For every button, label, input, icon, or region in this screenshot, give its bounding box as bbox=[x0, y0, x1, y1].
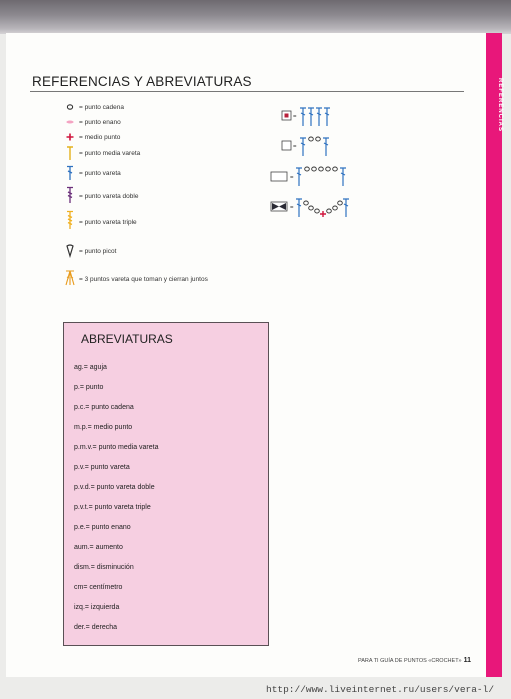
picot-icon bbox=[64, 243, 76, 259]
legend-item-chain bbox=[64, 99, 124, 115]
cluster-icon bbox=[64, 271, 76, 287]
legend-label: = punto picot bbox=[79, 247, 117, 255]
legend-item-treble bbox=[64, 188, 138, 204]
equals-label: = bbox=[293, 114, 297, 120]
diagram-empty-square bbox=[281, 134, 335, 158]
scan-top-shadow bbox=[0, 0, 511, 34]
legend-label: = punto enano bbox=[79, 118, 121, 126]
abbreviation-item: izq.= izquierda bbox=[74, 604, 120, 611]
legend-label: = medio punto bbox=[79, 133, 121, 141]
page-number: 11 bbox=[463, 657, 472, 664]
equals-label: = bbox=[290, 175, 294, 181]
treble-crochet-icon bbox=[64, 188, 76, 204]
rectangle-icon bbox=[270, 164, 362, 188]
abbreviation-item: p.m.v.= punto media vareta bbox=[74, 444, 159, 451]
single-crochet-icon bbox=[64, 129, 76, 145]
abbreviation-item: p.v.= punto vareta bbox=[74, 464, 130, 471]
abbreviation-item: ag.= aguja bbox=[74, 364, 107, 371]
footer-text: PARA TI GUÍA DE PUNTOS «CROCHET» bbox=[358, 658, 462, 664]
triple-treble-icon bbox=[64, 214, 76, 230]
abbreviation-item: cm= centímetro bbox=[74, 584, 123, 591]
abbreviations-title: ABREVIATURAS bbox=[81, 332, 173, 346]
watermark-url: http://www.liveinternet.ru/users/vera-l/ bbox=[266, 684, 495, 695]
legend-item-slip bbox=[64, 114, 121, 130]
slip-stitch-icon bbox=[64, 114, 76, 130]
chain-stitch-icon bbox=[64, 99, 76, 115]
abbreviations-box bbox=[63, 322, 269, 646]
diagram-bowtie bbox=[270, 195, 362, 219]
filled-square-icon bbox=[281, 104, 335, 128]
title-divider bbox=[30, 91, 464, 92]
page-footer bbox=[358, 657, 471, 664]
diagram-filled-square bbox=[281, 104, 335, 128]
legend-label: = punto vareta triple bbox=[79, 218, 137, 226]
legend-label: = punto vareta doble bbox=[79, 192, 139, 200]
side-tab-label: REFERENCIAS bbox=[497, 78, 503, 133]
legend-label: = 3 puntos vareta que toman y cierran juntos bbox=[79, 275, 208, 283]
abbreviation-item: aum.= aumento bbox=[74, 544, 123, 551]
abbreviation-item: p.e.= punto enano bbox=[74, 524, 131, 531]
abbreviation-item: p.c.= punto cadena bbox=[74, 404, 134, 411]
double-crochet-icon bbox=[64, 165, 76, 181]
legend-item-picot bbox=[64, 243, 116, 259]
legend-item-double bbox=[64, 165, 121, 181]
page-title: REFERENCIAS Y ABREVIATURAS bbox=[32, 74, 252, 89]
abbreviation-item: p.= punto bbox=[74, 384, 104, 391]
diagram-rectangle bbox=[270, 164, 362, 188]
equals-label: = bbox=[293, 144, 297, 150]
legend-item-cluster bbox=[64, 271, 208, 287]
equals-label: = bbox=[290, 205, 294, 211]
half-double-crochet-icon bbox=[64, 145, 76, 161]
legend-item-single-crochet bbox=[64, 129, 120, 145]
bowtie-icon bbox=[270, 195, 362, 219]
abbreviation-item: dism.= disminución bbox=[74, 564, 134, 571]
legend-label: = punto media vareta bbox=[79, 149, 141, 157]
abbreviation-item: p.v.d.= punto vareta doble bbox=[74, 484, 155, 491]
legend-label: = punto cadena bbox=[79, 103, 124, 111]
empty-square-icon bbox=[281, 134, 335, 158]
legend-label: = punto vareta bbox=[79, 169, 121, 177]
legend-item-half-double bbox=[64, 145, 140, 161]
legend-item-triple bbox=[64, 214, 137, 230]
abbreviation-item: der.= derecha bbox=[74, 624, 118, 631]
abbreviation-item: m.p.= medio punto bbox=[74, 424, 133, 431]
abbreviation-item: p.v.t.= punto vareta triple bbox=[74, 504, 151, 511]
